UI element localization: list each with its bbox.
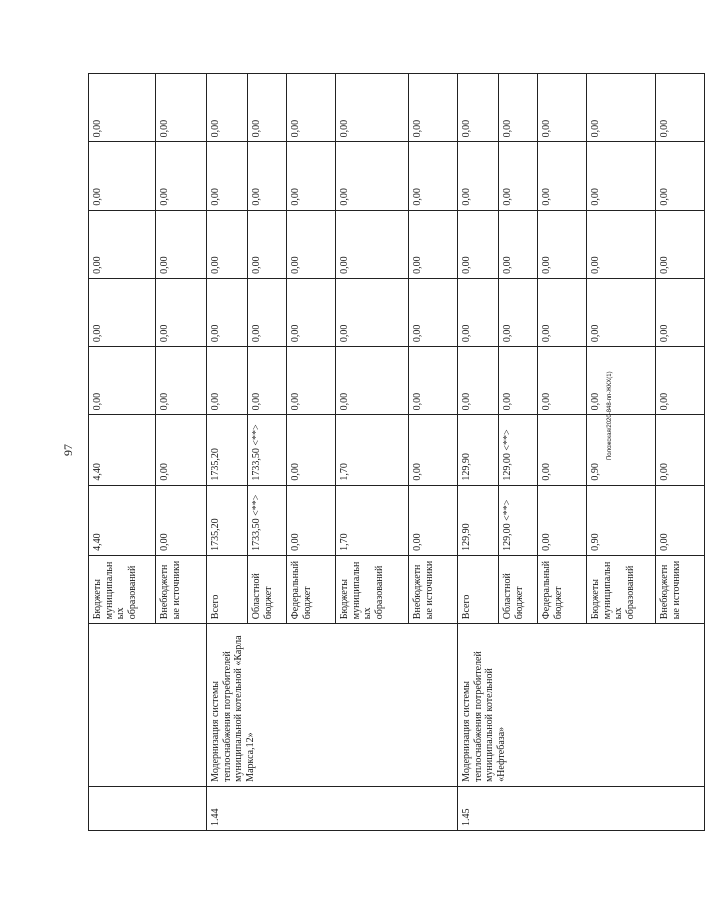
value-cell: 0,00 [248,74,287,142]
value-cell: 129,90 [458,485,499,555]
value-cell: 0,00 [248,210,287,278]
value-cell: 1733,50 <**> [248,415,287,485]
source-cell: Федеральный бюджет [287,555,336,623]
value-cell: 0,00 [156,210,207,278]
source-cell: Областной бюджет [499,555,538,623]
value-cell: 0,00 [287,347,336,415]
number-cell: 1.45 [458,786,705,830]
value-cell: 0,00 [336,278,409,346]
value-cell: 0,00 [499,347,538,415]
value-cell: 0,00 [207,210,248,278]
source-cell: Внебюджетные источники [156,555,207,623]
value-cell: 0,00 [156,415,207,485]
value-cell: 0,00 [458,74,499,142]
value-cell: 0,00 [538,347,587,415]
value-cell: 0,00 [287,74,336,142]
value-cell: 0,00 [409,142,458,210]
value-cell: 1735,20 [207,415,248,485]
value-cell: 0,00 [538,278,587,346]
value-cell: 129,00 <**> [499,415,538,485]
value-cell: 0,00 [538,485,587,555]
page-number: 97 [61,444,75,456]
value-cell: 0,00 [499,74,538,142]
value-cell: 0,90 [587,415,656,485]
value-cell: 0,00 [156,142,207,210]
value-cell: 0,00 [156,74,207,142]
source-cell: Федеральный бюджет [538,555,587,623]
value-cell: 129,90 [458,415,499,485]
funding-table [88,73,705,831]
value-cell: 0,00 [248,142,287,210]
value-cell: 0,00 [538,74,587,142]
value-cell: 0,00 [587,278,656,346]
number-cell [89,786,207,830]
value-cell: 0,00 [287,485,336,555]
value-cell: 0,00 [538,210,587,278]
value-cell: 0,00 [156,347,207,415]
value-cell: 0,00 [287,278,336,346]
value-cell: 0,00 [499,142,538,210]
value-cell: 0,00 [156,278,207,346]
source-cell: Бюджеты муниципальных образований [587,555,656,623]
value-cell: 0,00 [248,278,287,346]
source-cell: Областной бюджет [248,555,287,623]
value-cell: 0,90 [587,485,656,555]
value-cell: 0,00 [409,347,458,415]
source-cell: Внебюджетные источники [409,555,458,623]
value-cell: 0,00 [458,347,499,415]
value-cell: 0,00 [656,74,705,142]
measure-name-cell: Модернизация системы теплоснабжения потребителей муниципальной котельной «Карла Маркса,12» [207,624,458,787]
source-cell: Внебюджетные источники [656,555,705,623]
value-cell: 0,00 [587,142,656,210]
value-cell: 0,00 [287,142,336,210]
value-cell: 0,00 [89,278,156,346]
value-cell: 0,00 [656,485,705,555]
value-cell: 0,00 [89,74,156,142]
value-cell: 1733,50 <**> [248,485,287,555]
value-cell: 0,00 [336,210,409,278]
table-row [89,74,156,831]
value-cell: 0,00 [89,210,156,278]
source-cell: Бюджеты муниципальных образований [336,555,409,623]
value-cell: 0,00 [656,278,705,346]
value-cell: 0,00 [587,74,656,142]
value-cell: 4,40 [89,485,156,555]
value-cell: 0,00 [656,210,705,278]
value-cell: 0,00 [336,74,409,142]
document-code: Положская/2020-848-пп-ЖКХ(1) [607,371,613,460]
value-cell: 1,70 [336,485,409,555]
value-cell: 0,00 [656,347,705,415]
source-cell: Всего [207,555,248,623]
value-cell: 1735,20 [207,485,248,555]
value-cell: 0,00 [538,142,587,210]
value-cell: 0,00 [287,415,336,485]
value-cell: 0,00 [409,415,458,485]
value-cell: 0,00 [156,485,207,555]
value-cell: 0,00 [409,210,458,278]
value-cell: 0,00 [499,210,538,278]
value-cell: 0,00 [89,142,156,210]
value-cell: 129,00 <**> [499,485,538,555]
value-cell: 0,00 [409,485,458,555]
value-cell: 0,00 [336,142,409,210]
source-cell: Всего [458,555,499,623]
value-cell: 0,00 [89,347,156,415]
value-cell: 0,00 [458,210,499,278]
value-cell: 0,00 [656,142,705,210]
value-cell: 0,00 [287,210,336,278]
value-cell: 0,00 [656,415,705,485]
value-cell: 0,00 [207,278,248,346]
value-cell: 0,00 [458,278,499,346]
value-cell: 0,00 [248,347,287,415]
value-cell: 0,00 [538,415,587,485]
measure-name-cell [89,624,207,787]
value-cell: 0,00 [587,347,656,415]
value-cell: 0,00 [409,74,458,142]
value-cell: 0,00 [336,347,409,415]
measure-name-cell: Модернизация системы теплоснабжения потребителей муниципальной котельной «Нефтебаза» [458,624,705,787]
value-cell: 0,00 [458,142,499,210]
value-cell: 0,00 [499,278,538,346]
source-cell: Бюджеты муниципальных образований [89,555,156,623]
value-cell: 0,00 [409,278,458,346]
value-cell: 0,00 [207,74,248,142]
value-cell: 1,70 [336,415,409,485]
value-cell: 0,00 [587,210,656,278]
value-cell: 0,00 [207,142,248,210]
value-cell: 0,00 [207,347,248,415]
number-cell: 1.44 [207,786,458,830]
table-row [207,74,248,831]
value-cell: 4,40 [89,415,156,485]
table-row [458,74,499,831]
